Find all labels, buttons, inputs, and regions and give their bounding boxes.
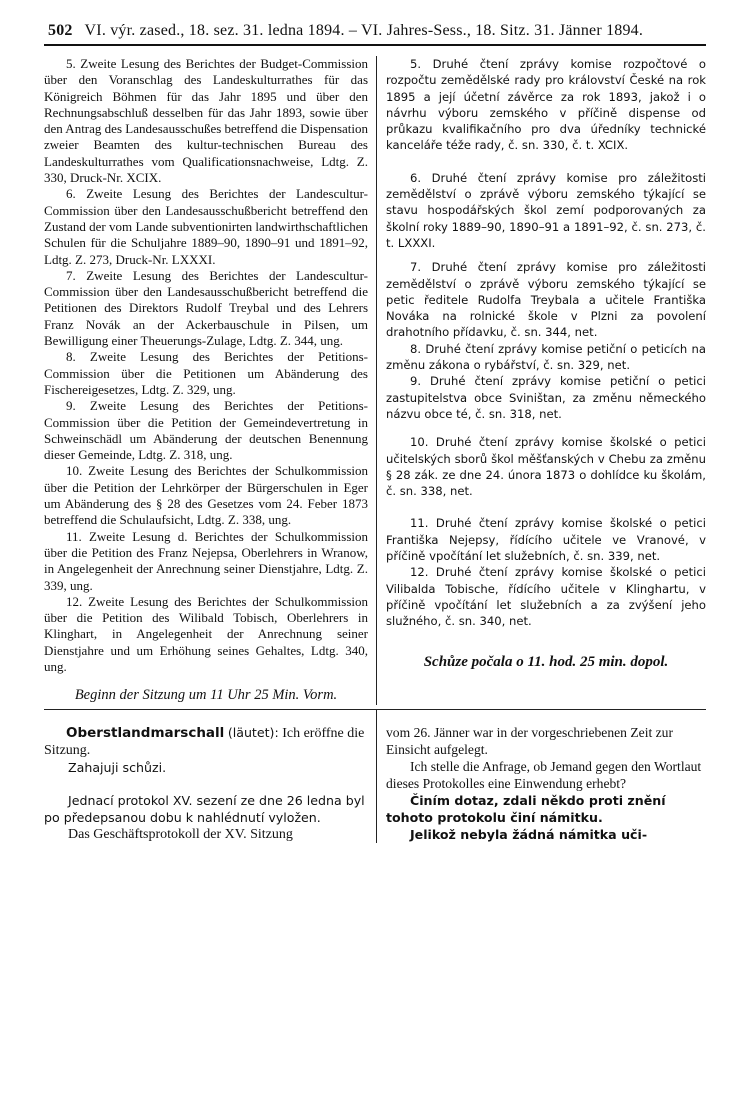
protocol-de-cont: vom 26. Jänner war in der vorgeschriebenen Zeit zur Einsicht aufgelegt.	[386, 725, 674, 758]
session-start-cz: Schůze počala o 11. hod. 25 min. dopol.	[423, 653, 669, 670]
agenda-item-cz: 7. Druhé čtení zprávy komise pro záležitosti zemědělství o zprávě výboru zemského týkající se petic ředitele Rudolfa Treybala a učitele Františka Nováka na rolnické škole v Plzni za povolení drahotního přídavku, č. sn. 344, net.	[386, 260, 706, 340]
header-title: VI. výr. zased., 18. sez. 31. ledna 1894. – VI. Jahres-Sess., 18. Sitz. 31. Jänner 1894.	[84, 22, 644, 39]
minutes-right-column	[377, 710, 706, 843]
speaker-note: (läutet):	[227, 725, 279, 741]
agenda-item-cz: 9. Druhé čtení zprávy komise petiční o petici zastupitelstva obce Sviništan, za změnu německého názvu obce té, č. sn. 318, net.	[386, 374, 706, 421]
page-number: 502	[48, 22, 73, 39]
objection-cz: Jelikož nebyla žádná námitka uči-	[410, 827, 648, 843]
agenda-item-cz: 8. Druhé čtení zprávy komise petiční o peticích na změnu zákona o rybářství, č. sn. 329, net.	[386, 341, 706, 373]
agenda-item-cz: 10. Druhé čtení zprávy komise školské o petici učitelských sborů škol měšťanských v Chebu za změnu § 28 zák. ze dne 24. února 1873 o dohlídce ku školám, č. sn. 338, net.	[386, 435, 706, 499]
page-header	[44, 18, 706, 46]
protocol-de: Das Geschäftsprotokoll der XV. Sitzung	[68, 827, 293, 843]
query-cz: Činím dotaz, zdali někdo proti znění tohoto protokolu činí námitku.	[386, 793, 666, 826]
agenda-item-de: 8. Zweite Lesung des Berichtes der Petitions-Commission über die Petitionen um Abänderung des Fischereigesetzes, Ldtg. Z. 329, ung.	[44, 349, 368, 397]
agenda-item-de: 5. Zweite Lesung des Berichtes der Budget-Commission über den Voranschlag des Landeskulturrathes für das Königreich Böhmen für das Jahr 1895 und über den Rechnungsabschluß desselben für das Jahr 1893, sowie über den Antrag des Landesausschußes betreffend die Dispensation zweier Beamten des kultur-technischen Bureau des Landeskulturrathes vom Qualificationsnachweise, Ldtg. Z. 330, Druck-Nr. XCIX.	[44, 56, 368, 186]
agenda-item-de: 7. Zweite Lesung des Berichtes der Landescultur-Commission über den Landesausschußbericht betreffend die Petitionen des Direktors Rudolf Treybal und des Lehrers Franz Novák an der Ackerbauschule in Pilsen, um Bewilligung einer Theuerungs-Zulage, Ldtg. Z. 344, ung.	[44, 267, 368, 349]
agenda-item-de: 6. Zweite Lesung des Berichtes der Landescultur-Commission über den Landesausschußbericht betreffend den Zustand der vom Lande subventionirten landwirthschaftlichen Schulen für die Schuljahre 1889–90, 1890–91 und 1891–92, Ldtg. Z. 273, Druck-Nr. LXXXI.	[44, 186, 368, 267]
agenda-item-cz: 11. Druhé čtení zprávy komise školské o petici Františka Nejepsy, řídícího učitele ve Vranové, v příčině vpočítání let služebních, č. sn. 339, net.	[386, 516, 706, 564]
agenda-item-cz: 12. Druhé čtení zprávy komise školské o petici Vilibalda Tobische, řídícího učitele v Klinghartu, v příčině vpočítání let služebních a za zvýšení jeho služného, č. sn. 340, net.	[386, 565, 706, 629]
speaker-name: Oberstlandmarschall	[66, 725, 225, 742]
session-start-de: Beginn der Sitzung um 11 Uhr 25 Min. Vorm.	[74, 687, 338, 704]
protocol-cz: Jednací protokol XV. sezení ze dne 26 ledna byl po předepsanou dobu k nahlédnutí vyložen.	[44, 793, 365, 826]
minutes-left-column	[44, 710, 377, 843]
query-de: Ich stelle die Anfrage, ob Jemand gegen den Wortlaut dieses Protokolles eine Einwendung erhebt?	[386, 759, 702, 792]
agenda-item-cz: 6. Druhé čtení zprávy komise pro záležitosti zemědělství o zprávě výboru zemského týkající se stavu hospodářských škol zemí podporovaných za školní roky 1889–90, 1890–91 a 1891–92, č. sn. 273, č. t. LXXXI.	[386, 170, 706, 250]
opening-cz: Zahajuji schůzi.	[68, 760, 167, 776]
agenda-item-de: 12. Zweite Lesung des Berichtes der Schulkommission über die Petition des Wilibald Tobisch, Oberlehrers in Klinghart, in Angelegenheit der Anrechnung seiner Dienstjahre und um Erhöhung seines Gehaltes, Ldtg. 340, ung.	[44, 593, 368, 674]
czech-agenda-column	[377, 56, 706, 705]
minutes-columns	[44, 710, 706, 843]
opening-de: Ich eröffne die Sitzung.	[44, 726, 365, 759]
agenda-item-de: 9. Zweite Lesung des Berichtes der Petitions-Commission über die Petition der Gemeindevertretung in Schweinschädl um Abänderung der deutschen Benennung dieser Gemeinde, Ldtg. Z. 318, ung.	[44, 398, 368, 463]
agenda-item-de: 10. Zweite Lesung des Berichtes der Schulkommission über die Petition der Lehrkörper der Bürgerschulen in Eger um Abänderung des § 28 des Gesetzes vom 24. Feber 1873 betreffend die Schulaufsicht, Ldtg. Z. 338, ung.	[44, 463, 368, 528]
german-agenda-column	[44, 56, 377, 705]
agenda-item-de: 11. Zweite Lesung d. Berichtes der Schulkommission über die Petition des Franz Nejepsa, Oberlehrers in Wranow, in Angelegenheit der Anrechnung seiner Dienstjahre, Ldtg. Z. 339, ung.	[44, 528, 368, 593]
agenda-columns	[44, 56, 706, 705]
agenda-item-cz: 5. Druhé čtení zprávy komise rozpočtové o rozpočtu zemědělské rady pro království České na rok 1895 a její účetní závěrce za rok 1893, jakož i o návrhu výboru zemského v příčině dispense od průkazu kvalifikačního pro dva úředníky technické kanceláře téže rady, č. sn. 330, č. t. XCIX.	[386, 57, 706, 153]
speaker-line	[44, 724, 368, 759]
